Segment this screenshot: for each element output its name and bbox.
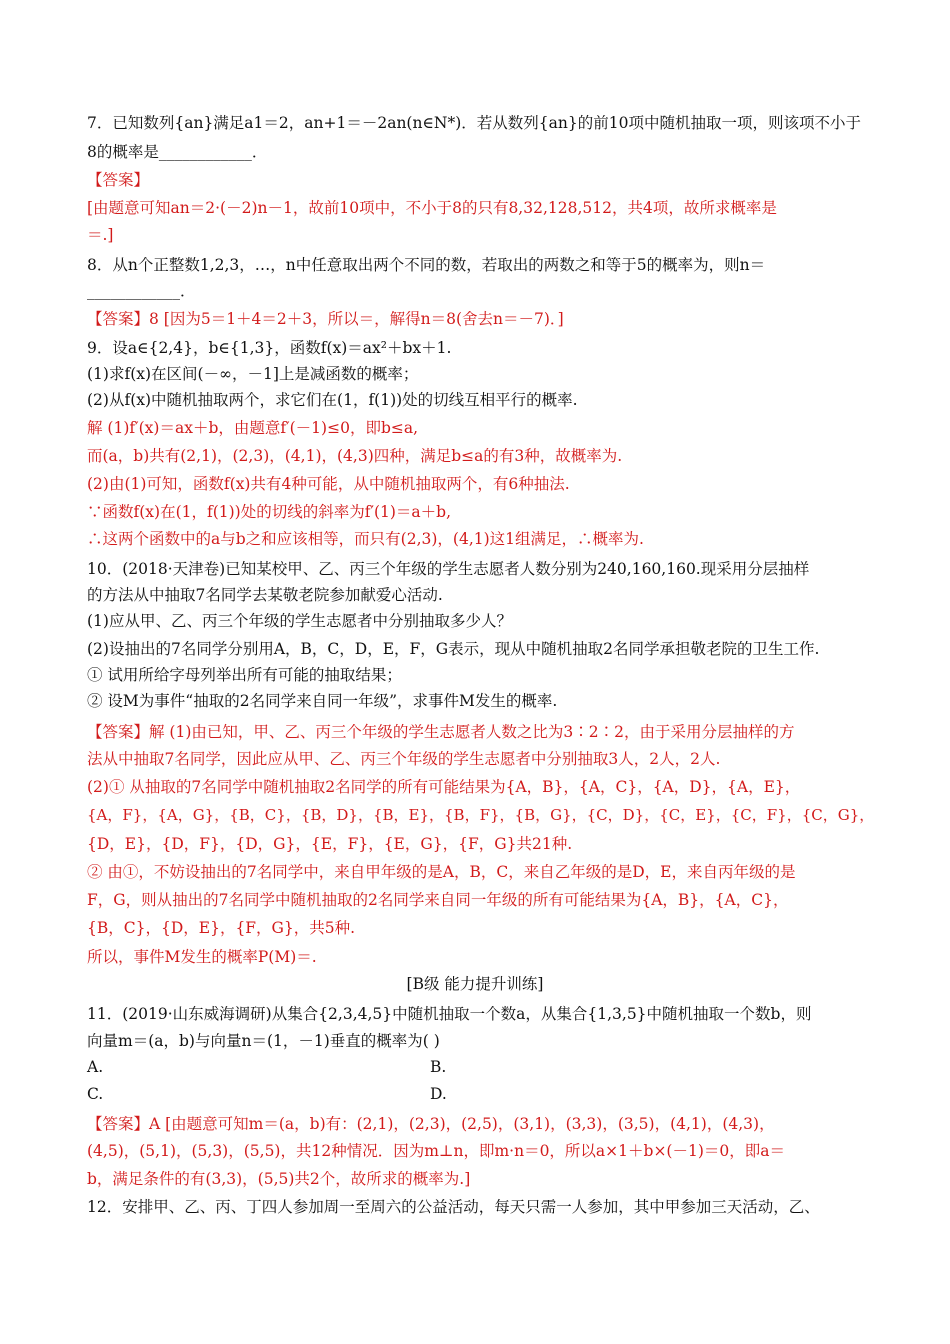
text-line: 的方法从中抽取7名同学去某敬老院参加献爱心活动. xyxy=(87,586,443,604)
text-line: [由题意可知an＝2·(－2)n－1，故前10项中，不小于8的只有8,32,128,512，共4项，故所求概率是 xyxy=(87,199,777,217)
text-line: 【答案】A [由题意可知m＝(a，b)有：(2,1)，(2,3)，(2,5)，(3,1)，(3,3)，(3,5)，(4,1)，(4,3)， xyxy=(87,1115,775,1133)
text-line: C. xyxy=(87,1085,104,1103)
option-label: D. xyxy=(430,1085,447,1103)
text-line: ＝.] xyxy=(87,226,114,244)
text-line: ② 由①，不妨设抽出的7名同学中，来自甲年级的是A，B，C，来自乙年级的是D，E，来自丙年级的是 xyxy=(87,863,796,881)
text-line: 所以，事件M发生的概率P(M)＝. xyxy=(87,948,317,966)
text-line: {A，F}，{A，G}，{B，C}，{B，D}，{B，E}，{B，F}，{B，G}，{C，D}，{C，E}，{C，F}，{C，G}， xyxy=(87,806,875,824)
text-line: (1)求f(x)在区间(－∞，－1]上是减函数的概率； xyxy=(87,365,419,383)
text-line: 10．(2018·天津卷)已知某校甲、乙、丙三个年级的学生志愿者人数分别为240,160,160.现采用分层抽样 xyxy=(87,560,810,578)
text-line: ∴这两个函数中的a与b之和应该相等，而只有(2,3)，(4,1)这1组满足，∴概率为. xyxy=(87,530,644,548)
text-line: 向量m＝(a，b)与向量n＝(1，－1)垂直的概率为( ) xyxy=(87,1032,440,1050)
text-line: (2)设抽出的7名同学分别用A，B，C，D，E，F，G表示，现从中随机抽取2名同学承担敬老院的卫生工作. xyxy=(87,640,820,658)
text-line: (2)由(1)可知，函数f(x)共有4种可能，从中随机抽取两个，有6种抽法. xyxy=(87,475,570,493)
text-line: 11．(2019·山东威海调研)从集合{2,3,4,5}中随机抽取一个数a，从集合{1,3,5}中随机抽取一个数b，则 xyxy=(87,1005,812,1023)
text-line: ____________． xyxy=(87,282,196,300)
text-line: (4,5)，(5,1)，(5,3)，(5,5)，共12种情况．因为m⊥n，即m·n＝0，所以a×1＋b×(－1)＝0，即a＝ xyxy=(87,1142,785,1160)
text-line: 8．从n个正整数1,2,3，…，n中任意取出两个不同的数，若取出的两数之和等于5的概率为，则n＝ xyxy=(87,256,766,274)
text-line: ① 试用所给字母列举出所有可能的抽取结果； xyxy=(87,666,402,684)
text-line: 8的概率是____________． xyxy=(87,143,268,161)
text-line: (2)从f(x)中随机抽取两个，求它们在(1，f(1))处的切线互相平行的概率. xyxy=(87,391,578,409)
text-line: F，G，则从抽出的7名同学中随机抽取的2名同学来自同一年级的所有可能结果为{A，B}，{A，C}， xyxy=(87,891,789,909)
text-line: 【答案】 xyxy=(87,171,150,189)
text-line: 【答案】解 (1)由已知，甲、乙、丙三个年级的学生志愿者人数之比为3∶2∶2，由于采用分层抽样的方 xyxy=(87,723,795,741)
option-label: B. xyxy=(430,1058,447,1076)
text-line: 法从中抽取7名同学，因此应从甲、乙、丙三个年级的学生志愿者中分别抽取3人，2人，2人. xyxy=(87,750,721,768)
text-line: ∵函数f(x)在(1，f(1))处的切线的斜率为f′(1)＝a＋b, xyxy=(87,503,452,521)
text-line: (2)① 从抽取的7名同学中随机抽取2名同学的所有可能结果为{A，B}，{A，C}，{A，D}，{A，E}， xyxy=(87,778,801,796)
section-heading: [B级 能力提升训练] xyxy=(406,975,544,993)
text-line: 7．已知数列{an}满足a1＝2，an+1＝－2an(n∈N*)．若从数列{an}的前10项中随机抽取一项，则该项不小于 xyxy=(87,114,861,132)
text-line: 【答案】8 [因为5＝1＋4＝2＋3，所以＝，解得n＝8(舍去n＝－7)．] xyxy=(87,310,564,328)
text-line: A. xyxy=(87,1058,104,1076)
text-line: 9．设a∈{2,4}，b∈{1,3}，函数f(x)＝ax²＋bx＋1. xyxy=(87,339,452,357)
text-line: b，满足条件的有(3,3)，(5,5)共2个，故所求的概率为.] xyxy=(87,1170,471,1188)
text-line: 而(a，b)共有(2,1)，(2,3)，(4,1)，(4,3)四种，满足b≤a的有3种，故概率为. xyxy=(87,447,623,465)
text-line: (1)应从甲、乙、丙三个年级的学生志愿者中分别抽取多少人？ xyxy=(87,612,512,630)
text-line: {D，E}，{D，F}，{D，G}，{E，F}，{E，G}，{F，G}共21种. xyxy=(87,835,573,853)
text-line: 解 (1)f′(x)＝ax＋b，由题意f′(－1)≤0，即b≤a, xyxy=(87,419,419,437)
text-line: 12．安排甲、乙、丙、丁四人参加周一至周六的公益活动，每天只需一人参加，其中甲参加三天活动，乙、 xyxy=(87,1198,820,1216)
text-line: {B，C}，{D，E}，{F，G}，共5种. xyxy=(87,919,356,937)
text-line: ② 设M为事件“抽取的2名同学来自同一年级”，求事件M发生的概率. xyxy=(87,692,558,710)
